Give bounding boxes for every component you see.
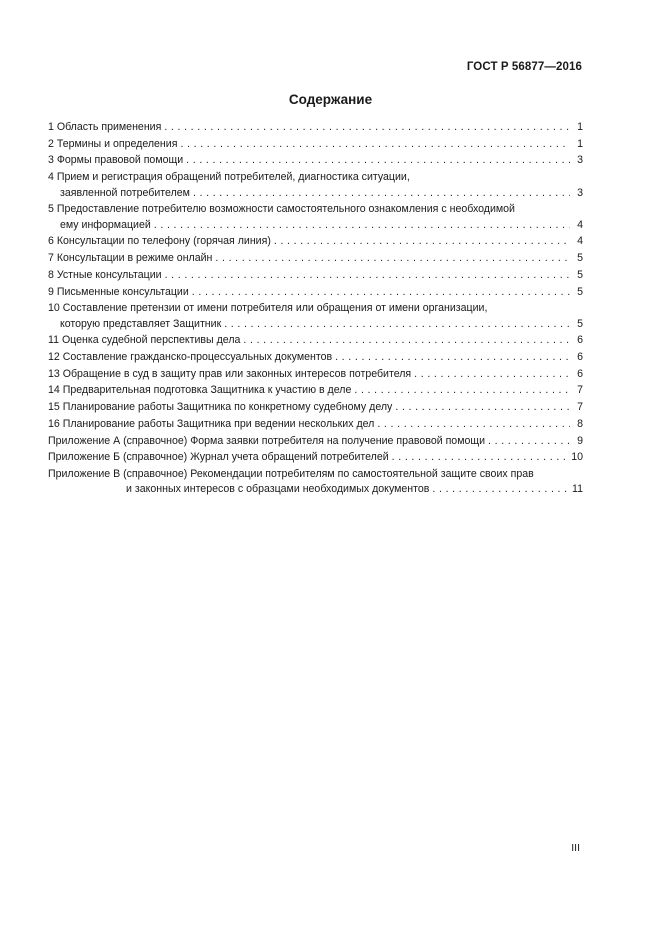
toc-entry-page: 9 — [577, 434, 583, 447]
dot-leader — [165, 268, 570, 284]
dot-leader — [243, 333, 570, 349]
toc-entry-page: 5 — [577, 317, 583, 330]
toc-entry-label: 7 Консультации в режиме онлайн — [48, 252, 213, 265]
toc-entry-label-continuation: которую представляет Защитник — [60, 317, 222, 330]
toc-entry[interactable] — [48, 333, 583, 349]
dot-leader — [164, 120, 570, 136]
toc-entry-page: 1 — [577, 137, 583, 150]
toc-entry[interactable] — [48, 120, 583, 136]
toc-entry-label: 4 Прием и регистрация обращений потребителей, диагностика ситуации, — [48, 171, 410, 184]
toc-entry-label: Приложение А (справочное) Форма заявки потребителя на получение правовой помощи — [48, 434, 486, 447]
toc-entry[interactable] — [48, 367, 583, 383]
toc-entry-page: 5 — [577, 285, 583, 298]
toc-entry-label: 15 Планирование работы Защитника по конкретному судебному делу — [48, 401, 393, 414]
toc-entry-page: 6 — [577, 334, 583, 347]
toc-entry[interactable] — [48, 251, 583, 267]
toc-entry-page: 6 — [577, 367, 583, 380]
dot-leader — [154, 218, 570, 234]
toc-entry-page: 5 — [577, 252, 583, 265]
toc-entry[interactable] — [48, 383, 583, 399]
toc-title: Содержание — [288, 92, 373, 107]
toc-entry[interactable] — [48, 153, 583, 169]
toc-entry-page: 8 — [577, 417, 583, 430]
dot-leader — [395, 400, 570, 416]
toc-entry[interactable] — [48, 268, 583, 284]
toc-entry-label: 12 Составление гражданско-процессуальных документов — [48, 351, 333, 364]
toc-entry[interactable] — [48, 400, 583, 416]
dot-leader — [354, 383, 570, 399]
toc-entry-page: 7 — [577, 401, 583, 414]
dot-leader — [186, 153, 570, 169]
dot-leader — [392, 450, 569, 466]
toc-entry-page: 10 — [571, 451, 583, 464]
toc-entry-page: 6 — [577, 351, 583, 364]
toc-entry[interactable] — [48, 350, 583, 366]
toc-entry-label: 3 Формы правовой помощи — [48, 154, 184, 167]
toc-entry-page: 7 — [577, 384, 583, 397]
toc-entry-label: Приложение Б (справочное) Журнал учета обращений потребителей — [48, 451, 389, 464]
toc-entry-label: 16 Планирование работы Защитника при ведении нескольких дел — [48, 417, 375, 430]
toc-entry-label: 14 Предварительная подготовка Защитника к участию в деле — [48, 384, 352, 397]
toc-entry-label: 9 Письменные консультации — [48, 285, 189, 298]
toc-entry-page: 3 — [577, 186, 583, 199]
toc-entry[interactable] — [48, 234, 583, 250]
toc-entry[interactable] — [48, 467, 583, 498]
dot-leader — [193, 186, 570, 202]
dot-leader — [192, 285, 570, 301]
toc-entry-label: Приложение В (справочное) Рекомендации потребителям по самостоятельной защите своих прав — [48, 467, 534, 480]
toc-entry-label: 10 Составление претензии от имени потребителя или обращения от имени организации, — [48, 302, 488, 315]
document-header-code: ГОСТ Р 56877—2016 — [466, 61, 582, 73]
dot-leader — [224, 317, 570, 333]
toc-entry-page: 4 — [577, 218, 583, 231]
toc-entry[interactable] — [48, 301, 583, 332]
toc-entry-label-continuation: и законных интересов с образцами необходимых документов — [126, 483, 430, 496]
toc-entry-label: 2 Термины и определения — [48, 137, 178, 150]
toc-entry-page: 4 — [577, 235, 583, 248]
toc-entry[interactable] — [48, 170, 583, 201]
toc-entry[interactable] — [48, 450, 583, 466]
toc-entry-label: 6 Консультации по телефону (горячая линия) — [48, 235, 271, 248]
toc-entry[interactable] — [48, 137, 583, 153]
dot-leader — [274, 234, 570, 250]
toc-entry-page: 5 — [577, 268, 583, 281]
dot-leader — [377, 417, 570, 433]
toc-entry-label: 5 Предоставление потребителю возможности самостоятельного ознакомления с необходимой — [48, 203, 515, 216]
toc-entry-label: 1 Область применения — [48, 121, 162, 133]
toc-entry-label-continuation: заявленной потребителем — [60, 186, 190, 199]
dot-leader — [335, 350, 570, 366]
toc-entry-label: 8 Устные консультации — [48, 268, 162, 281]
toc-entry-page: 1 — [577, 121, 583, 133]
toc-entry[interactable] — [48, 434, 583, 450]
toc-entry-label-continuation: ему информацией — [60, 218, 151, 231]
toc-entry-page: 11 — [572, 483, 583, 496]
dot-leader — [215, 251, 570, 267]
toc-entry-label: 11 Оценка судебной перспективы дела — [48, 334, 241, 347]
table-of-contents — [48, 120, 583, 499]
toc-entry-label: 13 Обращение в суд в защиту прав или законных интересов потребителя — [48, 367, 412, 380]
toc-entry[interactable] — [48, 417, 583, 433]
page-number: III — [571, 842, 580, 854]
toc-entry[interactable] — [48, 285, 583, 301]
dot-leader — [432, 482, 569, 498]
toc-entry[interactable] — [48, 202, 583, 233]
dot-leader — [414, 367, 570, 383]
dot-leader — [180, 137, 570, 153]
dot-leader — [488, 434, 570, 450]
toc-entry-page: 3 — [577, 154, 583, 167]
